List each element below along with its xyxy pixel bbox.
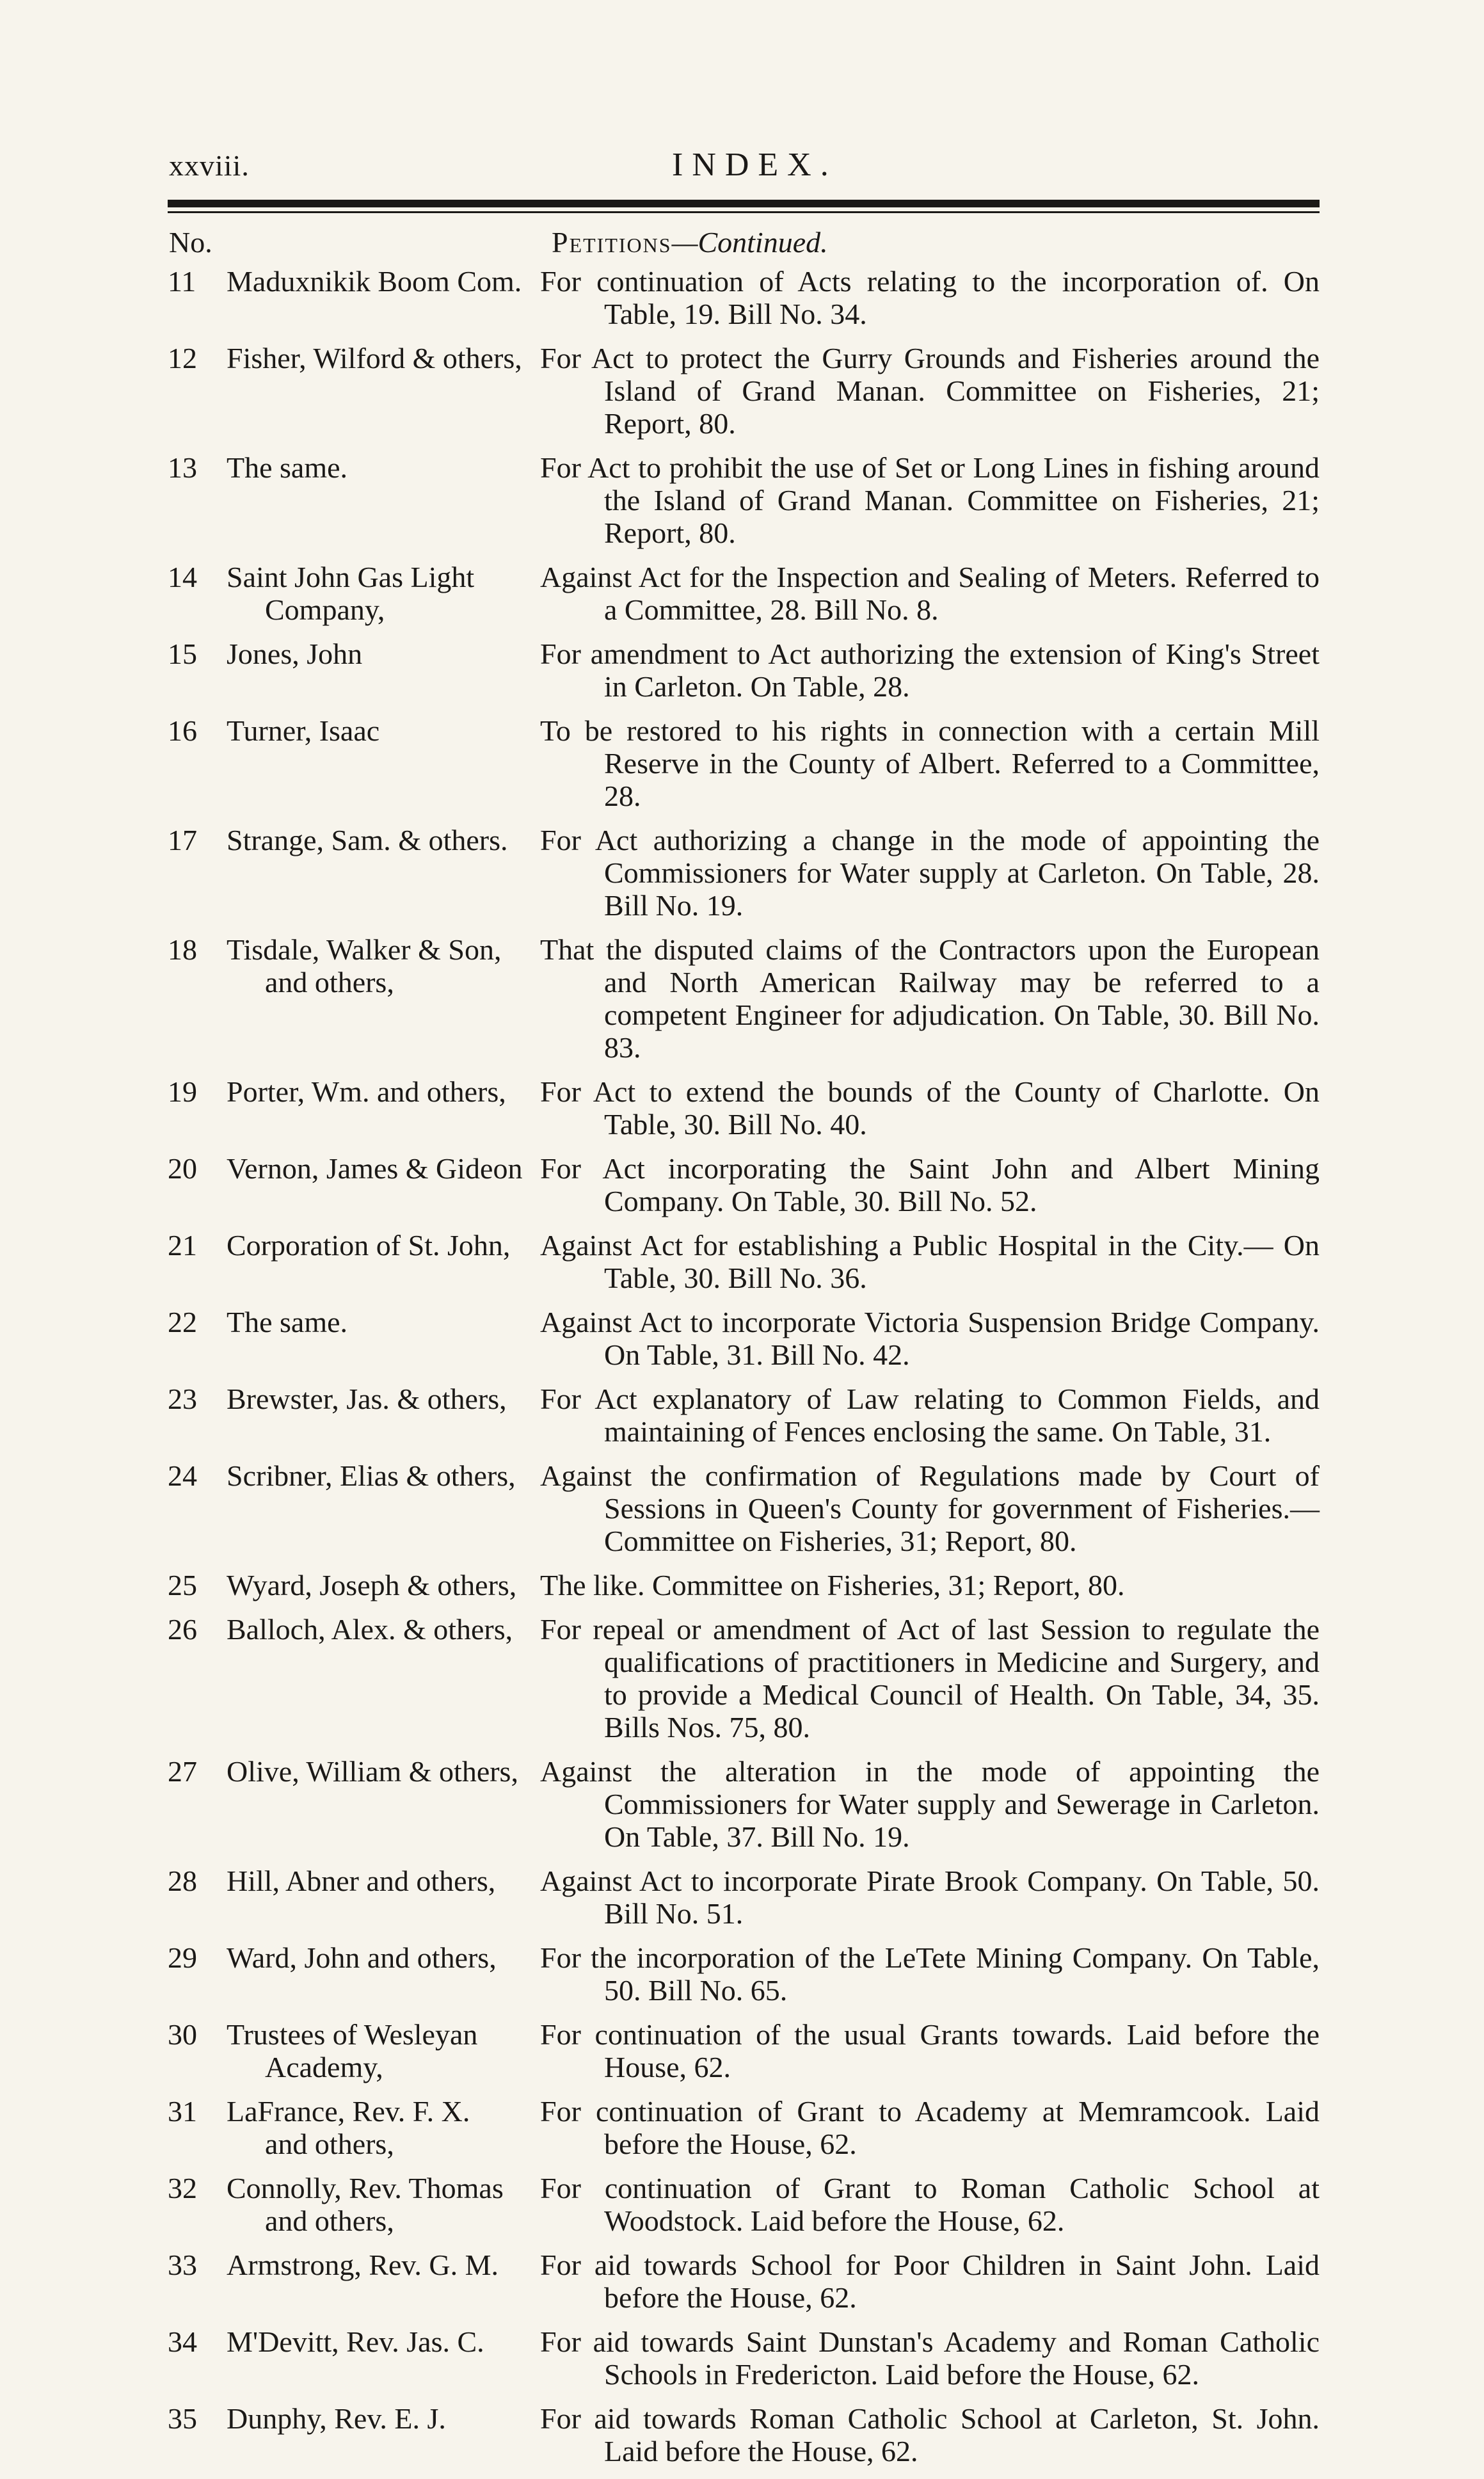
petition-entry — [168, 638, 1320, 703]
petition-entry — [168, 2402, 1320, 2467]
petition-description: Against the alteration in the mode of appointing the Commissioners for Water supply and Sewerage in Carleton. On Table, 37. Bill No. 19. — [540, 1755, 1320, 1853]
header-rule-thick — [168, 200, 1320, 207]
petitioner-name — [227, 1306, 540, 1338]
petitioner-name-line: Saint John Gas Light — [227, 561, 475, 593]
petition-description: For aid towards Roman Catholic School at Carleton, St. John. Laid before the House, 62. — [540, 2402, 1320, 2467]
petitioner-name-continuation: Company, — [265, 593, 385, 626]
petition-list — [168, 265, 1320, 2479]
petition-number: 27 — [168, 1755, 197, 1788]
petition-entry — [168, 714, 1320, 812]
petitioner-name — [227, 1865, 540, 1897]
petition-entry — [168, 1306, 1320, 1371]
petition-description: Against the confirmation of Regulations made by Court of Sessions in Queen's County for government of Fisheries.— Committee on Fisheries, 31; Report, 80. — [540, 1459, 1320, 1557]
petition-description: For Act explanatory of Law relating to Common Fields, and maintaining of Fences enclosing the same. On Table, 31. — [540, 1383, 1320, 1448]
petitioner-name — [227, 2249, 540, 2281]
petition-entry — [168, 1383, 1320, 1448]
petitioner-name-continuation: and others, — [265, 2128, 394, 2160]
petition-entry — [168, 1459, 1320, 1557]
petition-number: 28 — [168, 1865, 197, 1897]
page-number: xxviii. — [169, 149, 250, 182]
petitioner-name-line: Maduxnikik Boom Com. — [227, 265, 522, 298]
petitioner-name-line: Corporation of St. John, — [227, 1229, 511, 1262]
petition-number: 18 — [168, 933, 197, 966]
petition-description: For the incorporation of the LeTete Mining Company. On Table, 50. Bill No. 65. — [540, 1941, 1320, 2007]
petition-description: For Act authorizing a change in the mode of appointing the Commissioners for Water supply at Carleton. On Table, 28. Bill No. 19. — [540, 824, 1320, 922]
petitioner-name — [227, 342, 540, 374]
petition-entry — [168, 1075, 1320, 1141]
petition-entry — [168, 1865, 1320, 1930]
petition-entry — [168, 2018, 1320, 2083]
petition-description: That the disputed claims of the Contractors upon the European and North American Railway may be referred to a competent Engineer for adjudication. On Table, 30. Bill No. 83. — [540, 933, 1320, 1064]
petitioner-name-line: Armstrong, Rev. G. M. — [227, 2249, 499, 2281]
petitioner-name-line: Ward, John and others, — [227, 1941, 497, 1974]
petition-entry — [168, 1229, 1320, 1294]
petitioner-name — [227, 2402, 540, 2435]
petition-number: 12 — [168, 342, 197, 374]
petition-number: 16 — [168, 714, 197, 747]
petition-number: 31 — [168, 2095, 197, 2128]
petition-description: For continuation of Grant to Academy at Memramcook. Laid before the House, 62. — [540, 2095, 1320, 2160]
petition-description: To be restored to his rights in connection with a certain Mill Reserve in the County of Albert. Referred to a Committee, 28. — [540, 714, 1320, 812]
petition-entry — [168, 824, 1320, 922]
petitioner-name — [227, 1383, 540, 1415]
petitioner-name-line: Scribner, Elias & others, — [227, 1459, 516, 1492]
petition-number: 21 — [168, 1229, 197, 1262]
petitioner-name — [227, 1459, 540, 1492]
petitioner-name-line: Vernon, James & Gideon — [227, 1152, 523, 1185]
petitioner-name — [227, 1229, 540, 1262]
petitioner-name — [227, 2018, 540, 2083]
petitioner-name-line: The same. — [227, 451, 348, 484]
petition-entry — [168, 933, 1320, 1064]
petition-number: 14 — [168, 561, 197, 593]
petition-description: Against Act to incorporate Victoria Suspension Bridge Company. On Table, 31. Bill No. 42. — [540, 1306, 1320, 1371]
petition-entry — [168, 2172, 1320, 2237]
petition-entry — [168, 2325, 1320, 2391]
petitioner-name-line: Brewster, Jas. & others, — [227, 1383, 507, 1415]
petitioner-name-continuation: and others, — [265, 2204, 394, 2237]
petition-number: 13 — [168, 451, 197, 484]
petitioner-name-line: Turner, Isaac — [227, 714, 380, 747]
petitioner-name — [227, 1075, 540, 1108]
section-heading — [552, 225, 828, 259]
petition-number: 26 — [168, 1613, 197, 1646]
petition-number: 32 — [168, 2172, 197, 2204]
petitioner-name — [227, 824, 540, 856]
petition-entry — [168, 342, 1320, 440]
petitioner-name-line: Trustees of Wesleyan — [227, 2018, 478, 2051]
petitioner-name-line: Strange, Sam. & others. — [227, 824, 508, 856]
petitioner-name-line: Hill, Abner and others, — [227, 1865, 496, 1897]
petition-number: 20 — [168, 1152, 197, 1185]
petition-entry — [168, 1613, 1320, 1744]
petition-number: 34 — [168, 2325, 197, 2358]
petition-number: 22 — [168, 1306, 197, 1338]
petition-entry — [168, 2095, 1320, 2160]
petition-description: For Act to prohibit the use of Set or Long Lines in fishing around the Island of Grand Manan. Committee on Fisheries, 21; Report, 80. — [540, 451, 1320, 549]
petitioner-name — [227, 1755, 540, 1788]
petition-number: 33 — [168, 2249, 197, 2281]
petition-entry — [168, 1755, 1320, 1853]
petition-description: For continuation of the usual Grants towards. Laid before the House, 62. — [540, 2018, 1320, 2083]
petitioner-name-line: Fisher, Wilford & others, — [227, 342, 522, 374]
header-rule-thin — [168, 211, 1320, 213]
petitioner-name-line: Wyard, Joseph & others, — [227, 1569, 517, 1601]
petitioner-name-line: M'Devitt, Rev. Jas. C. — [227, 2325, 484, 2358]
petition-description: For repeal or amendment of Act of last Session to regulate the qualifications of practitioners in Medicine and Surgery, and to provide a Medical Council of Health. On Table, 34, 35. Bills Nos. 75, 80. — [540, 1613, 1320, 1744]
petitioner-name-line: Tisdale, Walker & Son, — [227, 933, 502, 966]
petitioner-name-line: LaFrance, Rev. F. X. — [227, 2095, 470, 2128]
petition-number: 23 — [168, 1383, 197, 1415]
petitioner-name-line: Connolly, Rev. Thomas — [227, 2172, 504, 2204]
petition-entry — [168, 2249, 1320, 2314]
petitioner-name — [227, 265, 540, 298]
petition-number: 25 — [168, 1569, 197, 1601]
petitioner-name — [227, 561, 540, 626]
petitioner-name — [227, 933, 540, 999]
petition-number: 19 — [168, 1075, 197, 1108]
petition-number: 30 — [168, 2018, 197, 2051]
petition-entry — [168, 451, 1320, 549]
petition-number: 11 — [168, 265, 196, 298]
petition-description: For aid towards Saint Dunstan's Academy and Roman Catholic Schools in Fredericton. Laid before the House, 62. — [540, 2325, 1320, 2391]
petition-number: 15 — [168, 638, 197, 670]
petition-description: Against Act to incorporate Pirate Brook Company. On Table, 50. Bill No. 51. — [540, 1865, 1320, 1930]
petition-number: 29 — [168, 1941, 197, 1974]
column-header-no: No. — [169, 226, 212, 259]
petition-entry — [168, 1152, 1320, 1217]
section-title: Petitions — [552, 226, 672, 259]
petition-entry — [168, 1941, 1320, 2007]
petition-description: The like. Committee on Fisheries, 31; Report, 80. — [540, 1569, 1125, 1601]
petition-number: 35 — [168, 2402, 197, 2435]
petitioner-name-line: The same. — [227, 1306, 348, 1338]
petition-number: 24 — [168, 1459, 197, 1492]
petition-description: Against Act for the Inspection and Sealing of Meters. Referred to a Committee, 28. Bill No. 8. — [540, 561, 1320, 626]
petition-number: 17 — [168, 824, 197, 856]
petition-entry — [168, 1569, 1320, 1601]
petitioner-name — [227, 2325, 540, 2358]
petition-description: For Act to protect the Gurry Grounds and Fisheries around the Island of Grand Manan. Committee on Fisheries, 21; Report, 80. — [540, 342, 1320, 440]
petitioner-name — [227, 638, 540, 670]
petitioner-name-line: Porter, Wm. and others, — [227, 1075, 506, 1108]
section-continued: —Continued. — [671, 226, 828, 259]
petitioner-name — [227, 2095, 540, 2160]
petition-entry — [168, 561, 1320, 626]
petitioner-name-line: Dunphy, Rev. E. J. — [227, 2402, 446, 2435]
running-head: INDEX. — [672, 147, 838, 183]
petition-description: For Act to extend the bounds of the County of Charlotte. On Table, 30. Bill No. 40. — [540, 1075, 1320, 1141]
petition-description: For continuation of Grant to Roman Catholic School at Woodstock. Laid before the House, 62. — [540, 2172, 1320, 2237]
petition-entry — [168, 265, 1320, 330]
petition-description: For continuation of Acts relating to the incorporation of. On Table, 19. Bill No. 34. — [540, 265, 1320, 330]
petitioner-name-continuation: Academy, — [265, 2051, 383, 2083]
petition-description: For Act incorporating the Saint John and Albert Mining Company. On Table, 30. Bill No. 52. — [540, 1152, 1320, 1217]
petition-description: For amendment to Act authorizing the extension of King's Street in Carleton. On Table, 28. — [540, 638, 1320, 703]
petition-description: For aid towards School for Poor Children in Saint John. Laid before the House, 62. — [540, 2249, 1320, 2314]
petitioner-name — [227, 1152, 540, 1185]
petitioner-name — [227, 451, 540, 484]
petitioner-name-continuation: and others, — [265, 966, 394, 999]
petition-description: Against Act for establishing a Public Hospital in the City.— On Table, 30. Bill No. 36. — [540, 1229, 1320, 1294]
petitioner-name — [227, 2172, 540, 2237]
petitioner-name — [227, 1569, 540, 1601]
petitioner-name-line: Jones, John — [227, 638, 363, 670]
petitioner-name-line: Olive, William & others, — [227, 1755, 518, 1788]
petitioner-name-line: Balloch, Alex. & others, — [227, 1613, 513, 1646]
petitioner-name — [227, 1613, 540, 1646]
petitioner-name — [227, 1941, 540, 1974]
petitioner-name — [227, 714, 540, 747]
